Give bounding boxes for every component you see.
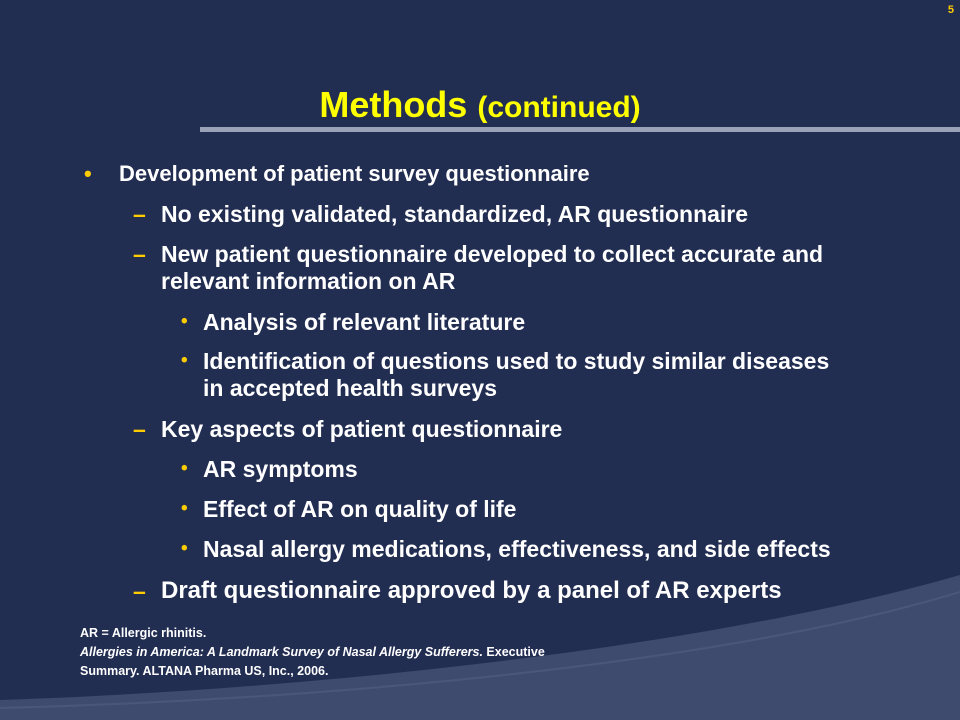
subbullet-item: New patient questionnaire developed to collect accurate and — [161, 241, 824, 267]
dash-marker: – — [133, 416, 146, 442]
bullet-marker: • — [181, 458, 188, 479]
bullet-item: Development of patient survey questionnaire — [119, 161, 590, 186]
footnote — [80, 624, 720, 681]
subsubbullet-item: AR symptoms — [203, 456, 358, 482]
title-suffix: (continued) — [477, 91, 641, 124]
bullet-marker: • — [181, 311, 188, 332]
subbullet-item: No existing validated, standardized, AR questionnaire — [161, 201, 749, 227]
dash-marker: – — [133, 578, 146, 604]
dash-marker: – — [133, 201, 146, 227]
subbullet-item-continued: relevant information on AR — [161, 268, 456, 294]
source-title: Allergies in America: A Landmark Survey of Nasal Allergy Sufferers. — [80, 645, 483, 659]
subsubbullet-item: Identification of questions used to study similar diseases — [203, 348, 830, 374]
slide-number: 5 — [947, 4, 954, 16]
footnote-source — [80, 643, 720, 662]
bullet-marker: • — [181, 538, 188, 559]
subsubbullet-item: Effect of AR on quality of life — [203, 496, 517, 522]
subbullet-item: Key aspects of patient questionnaire — [161, 416, 563, 442]
bullet-marker: • — [84, 161, 92, 186]
bullet-marker: • — [181, 498, 188, 519]
subsubbullet-item-continued: in accepted health surveys — [203, 375, 498, 401]
bullet-marker: • — [181, 350, 188, 371]
source-rest: Executive — [482, 645, 545, 659]
footnote-source-continued: Summary. ALTANA Pharma US, Inc., 2006. — [80, 664, 329, 678]
subsubbullet-item: Analysis of relevant literature — [203, 309, 526, 335]
subsubbullet-item: Nasal allergy medications, effectiveness, and side effects — [203, 536, 831, 562]
dash-marker: – — [133, 241, 146, 267]
subbullet-item: Draft questionnaire approved by a panel of AR experts — [161, 577, 782, 604]
title-main: Methods — [319, 84, 468, 125]
footnote-abbreviation: AR = Allergic rhinitis. — [80, 626, 207, 640]
